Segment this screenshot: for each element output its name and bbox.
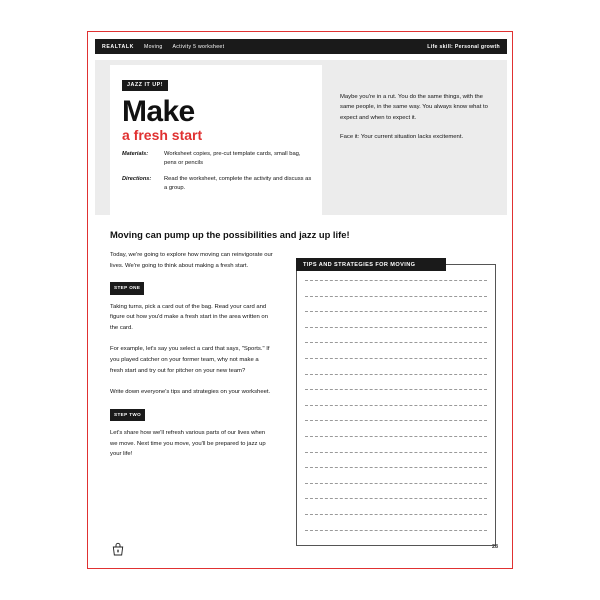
tips-writing-line[interactable]: [305, 389, 487, 390]
step-one-paragraph-2: For example, let's say you select a card that says, "Sports." If you played catcher on your former team, why not make a fresh start and try out for pitcher on your new team?: [110, 346, 270, 374]
hero-intro-text: [340, 92, 495, 151]
tips-writing-line[interactable]: [305, 280, 487, 281]
hero-intro-paragraph-2: Face it: Your current situation lacks excitement.: [340, 133, 464, 140]
activity-body-column: [110, 250, 273, 471]
tips-writing-line[interactable]: [305, 420, 487, 421]
hero-intro-paragraph-1: Maybe you're in a rut. You do the same things, with the same people, in the same way. You always know what to expect and when to expect it.: [340, 94, 488, 121]
tips-writing-line[interactable]: [305, 327, 487, 328]
hero-card: [110, 65, 322, 220]
tips-writing-line[interactable]: [305, 374, 487, 375]
breadcrumb-topic: Moving: [143, 43, 163, 50]
step-one-badge: STEP ONE: [110, 282, 144, 294]
directions-label: Directions:: [122, 175, 152, 182]
page-title: Make: [122, 94, 195, 128]
page-number: 28: [492, 544, 498, 550]
tips-writing-line[interactable]: [305, 296, 487, 297]
tips-box-header: TIPS AND STRATEGIES FOR MOVING: [296, 258, 446, 271]
activity-intro: Today, we're going to explore how moving can reinvigorate our lives. We're going to think about making a fresh start.: [110, 252, 273, 269]
step-one-paragraph-1: Taking turns, pick a card out of the bag. Read your card and figure out how you'd make a fresh start in the area written on the card.: [110, 303, 268, 331]
materials-row: [122, 150, 312, 168]
directions-value: Read the worksheet, complete the activity and discuss as a group.: [164, 176, 312, 192]
page-subtitle: a fresh start: [122, 126, 203, 143]
life-skill-value: Personal growth: [454, 43, 500, 50]
life-skill-label: Life skill:: [427, 43, 454, 50]
tips-writing-line[interactable]: [305, 498, 487, 499]
tips-writing-line[interactable]: [305, 311, 487, 312]
materials-value: Worksheet copies, pre-cut template cards, small bag, pens or pencils: [164, 151, 301, 167]
tips-writing-line[interactable]: [305, 358, 487, 359]
tips-writing-line[interactable]: [305, 514, 487, 515]
materials-label: Materials:: [122, 150, 149, 157]
tips-writing-line[interactable]: [305, 530, 487, 531]
step-two-badge: STEP TWO: [110, 409, 145, 421]
tips-writing-line[interactable]: [305, 483, 487, 484]
tips-writing-line[interactable]: [305, 467, 487, 468]
breadcrumb-worksheet: Activity 5 worksheet: [172, 43, 225, 50]
step-one-paragraph-3: Write down everyone's tips and strategies on your worksheet.: [110, 389, 271, 396]
brand-label: REALTALK: [102, 43, 134, 50]
page-header-bar: [95, 39, 507, 54]
directions-row: [122, 175, 312, 193]
tips-writing-lines[interactable]: [305, 280, 487, 545]
section-heading: Moving can pump up the possibilities and jazz up life!: [110, 229, 350, 240]
tips-writing-line[interactable]: [305, 342, 487, 343]
jazz-it-up-tag: JAZZ IT UP!: [122, 80, 168, 91]
step-two-paragraph-1: Let's share how we'll refresh various parts of our lives when we move. Next time you move, you'll be prepared to jazz up your life!: [110, 430, 266, 458]
bag-icon: [110, 541, 126, 557]
tips-writing-line[interactable]: [305, 452, 487, 453]
tips-writing-line[interactable]: [305, 436, 487, 437]
life-skill: [427, 44, 500, 50]
worksheet-sheet: [87, 31, 513, 569]
tips-writing-line[interactable]: [305, 405, 487, 406]
